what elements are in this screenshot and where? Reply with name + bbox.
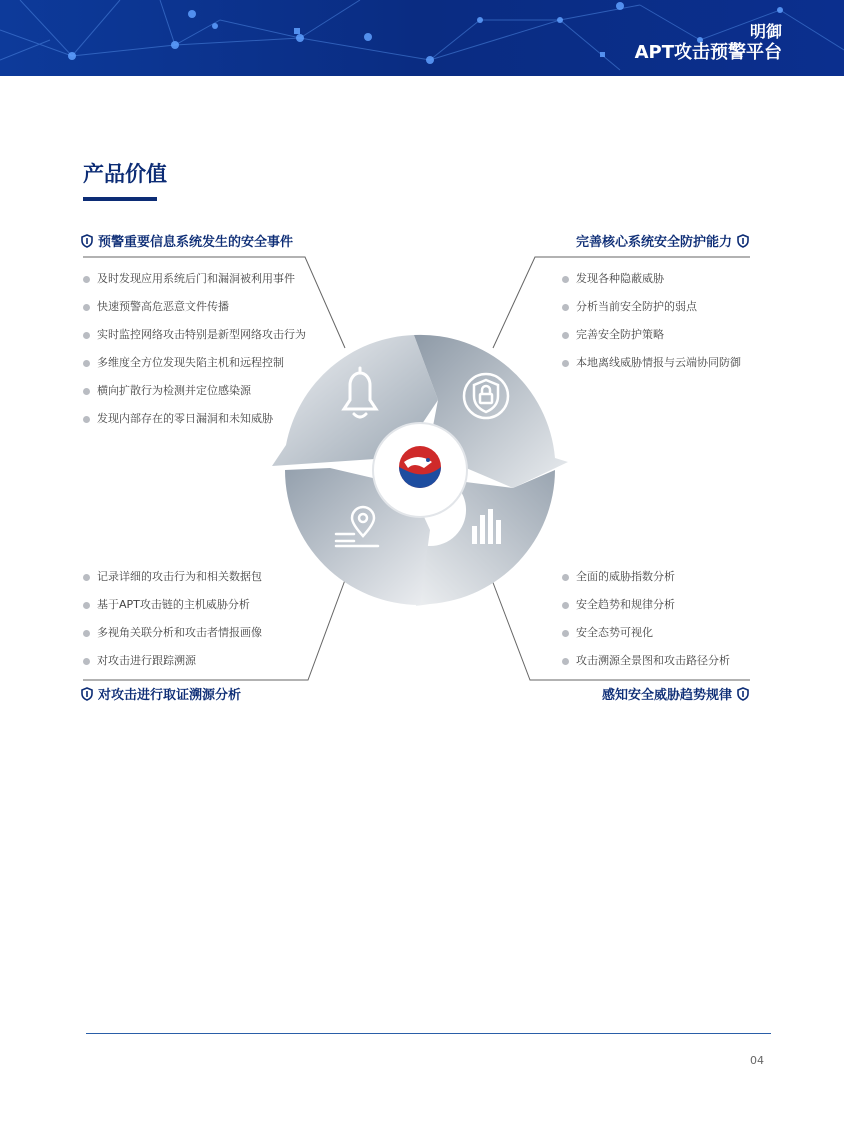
shield-icon [736, 234, 750, 248]
list-item: 多视角关联分析和攻击者情报画像 [83, 626, 262, 654]
page-title: 产品价值 [83, 162, 167, 186]
list-item: 安全趋势和规律分析 [562, 598, 730, 626]
shield-icon [736, 687, 750, 701]
list-item: 快速预警高危恶意文件传播 [83, 300, 306, 328]
list-item: 全面的威胁指数分析 [562, 570, 730, 598]
quadrant-top-left-heading [80, 231, 293, 250]
page-number: 04 [750, 1054, 764, 1067]
shield-icon [80, 687, 94, 701]
quadrant-bottom-right-heading [602, 684, 750, 703]
list-item: 安全态势可视化 [562, 626, 730, 654]
quadrant-bottom-left-heading [80, 684, 241, 703]
shield-icon [80, 234, 94, 248]
quadrant-top-right-heading [576, 231, 750, 250]
quadrant-top-right-title: 完善核心系统安全防护能力 [575, 235, 732, 250]
quadrant-bottom-left-list [83, 570, 262, 682]
list-item: 对攻击进行跟踪溯源 [83, 654, 262, 682]
list-item: 发现内部存在的零日漏洞和未知威胁 [83, 412, 306, 440]
eagle-logo-icon [399, 446, 441, 488]
list-item: 多维度全方位发现失陷主机和远程控制 [83, 356, 306, 384]
quadrant-bottom-right-title: 感知安全威胁趋势规律 [601, 688, 732, 703]
list-item: 基于APT攻击链的主机威胁分析 [83, 598, 262, 626]
product-name: APT攻击预警平台 [634, 42, 782, 63]
quadrant-bottom-right-list [562, 570, 730, 682]
quadrant-top-left-title: 预警重要信息系统发生的安全事件 [98, 235, 294, 250]
footer-divider [86, 1033, 771, 1034]
list-item: 本地离线威胁情报与云端协同防御 [562, 356, 741, 384]
brand-name: 明御 [749, 22, 782, 41]
list-item: 攻击溯源全景图和攻击路径分析 [562, 654, 730, 682]
list-item: 发现各种隐蔽威胁 [562, 272, 741, 300]
list-item: 记录详细的攻击行为和相关数据包 [83, 570, 262, 598]
quadrant-bottom-left-title: 对攻击进行取证溯源分析 [98, 688, 242, 703]
quadrant-top-right-list [562, 272, 741, 384]
list-item: 完善安全防护策略 [562, 328, 741, 356]
list-item: 横向扩散行为检测并定位感染源 [83, 384, 306, 412]
list-item: 分析当前安全防护的弱点 [562, 300, 741, 328]
list-item: 实时监控网络攻击特别是新型网络攻击行为 [83, 328, 306, 356]
quadrant-top-left-list [83, 272, 306, 440]
list-item: 及时发现应用系统后门和漏洞被利用事件 [83, 272, 306, 300]
